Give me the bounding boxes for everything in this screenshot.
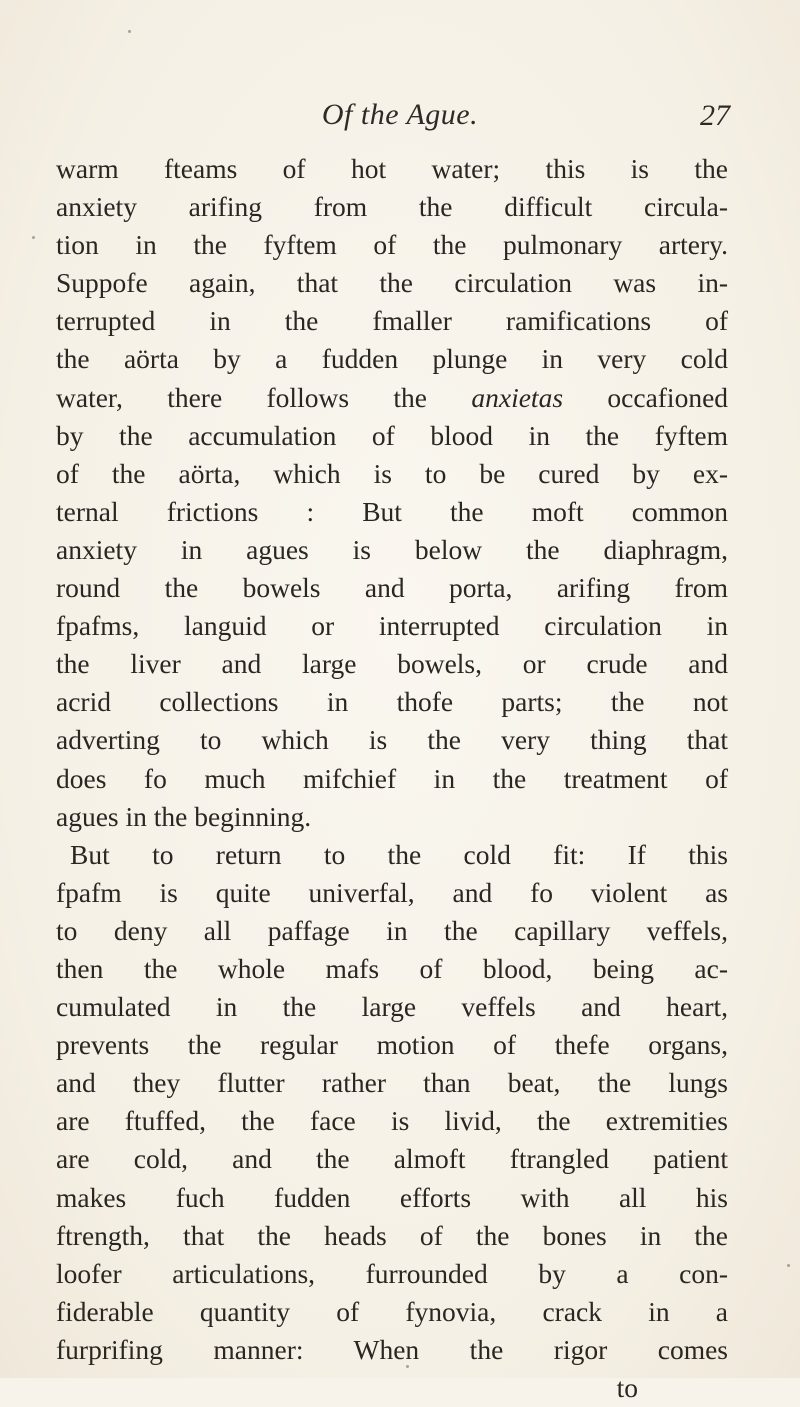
running-title: Of the Ague. (321, 98, 479, 131)
text-line (56, 379, 728, 417)
text-line: tion in the fyftem of the pulmonary artery. (56, 229, 728, 261)
text-line: prevents the regular motion of thefe organs, (56, 1029, 728, 1061)
text-line: terrupted in the fmaller ramifications of (56, 305, 728, 337)
text-line: round the bowels and porta, arifing from (56, 572, 728, 604)
text-line: acrid collections in thofe parts; the not (56, 686, 728, 718)
text-line: then the whole mafs of blood, being ac- (56, 952, 728, 984)
text-line: of the aörta, which is to be cured by ex- (56, 457, 728, 489)
paper-speck (406, 1365, 409, 1368)
text-line: But to return to the cold fit: If this (70, 838, 728, 870)
text-line: adverting to which is the very thing that (56, 724, 728, 756)
text-line: loofer articulations, furrounded by a con- (56, 1257, 728, 1289)
text-line: anxiety in agues is below the diaphragm, (56, 533, 728, 565)
text-line: ternal frictions : But the moft common (56, 495, 728, 527)
text-segment: occafioned (607, 381, 729, 413)
text-segment: water, there follows the (56, 381, 427, 413)
body-text (56, 150, 728, 1407)
text-line: anxiety arifing from the difficult circula- (56, 191, 728, 223)
text-line: and they flutter rather than beat, the lungs (56, 1067, 728, 1099)
text-line: agues in the beginning. (56, 800, 312, 832)
text-line: warm fteams of hot water; this is the (56, 153, 728, 184)
text-line: ftrength, that the heads of the bones in the (56, 1219, 728, 1251)
paper-speck (32, 236, 35, 239)
text-line: does fo much mifchief in the treatment of (56, 762, 728, 794)
text-line: fpafm is quite univerfal, and fo violent as (56, 876, 728, 908)
italic-term: anxietas (471, 381, 564, 413)
paper-speck (787, 1264, 790, 1267)
text-line: makes fuch fudden efforts with all his (56, 1181, 728, 1213)
text-line: fiderable quantity of fynovia, crack in a (56, 1295, 728, 1327)
text-line: furprifing manner: When the rigor comes (56, 1333, 728, 1365)
text-line: cumulated in the large veffels and heart, (56, 991, 728, 1023)
text-line: the liver and large bowels, or crude and (56, 648, 728, 680)
text-line: fpafms, languid or interrupted circulation in (56, 610, 728, 642)
page-number: 27 (700, 99, 730, 132)
paper-speck (128, 30, 131, 33)
text-line: are cold, and the almoft ftrangled patient (56, 1143, 728, 1175)
text-line: to deny all paffage in the capillary veffels, (56, 914, 728, 946)
catchword: to (616, 1372, 638, 1403)
text-line: are ftuffed, the face is livid, the extremities (56, 1105, 728, 1137)
text-line: the aörta by a fudden plunge in very cold (56, 343, 728, 375)
text-line: Suppofe again, that the circulation was in- (56, 267, 728, 299)
text-line: by the accumulation of blood in the fyftem (56, 419, 728, 451)
